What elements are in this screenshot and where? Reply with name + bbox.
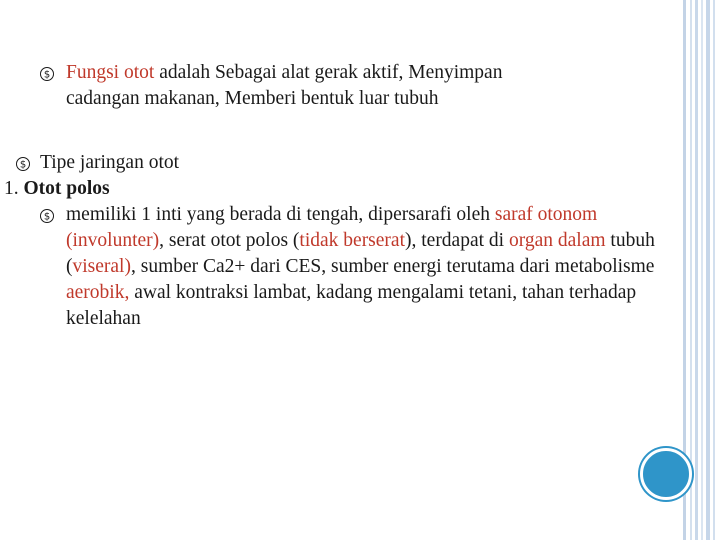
svg-text:$: $: [19, 159, 27, 171]
highlight-text: aerobik,: [66, 282, 130, 303]
list-number: 1.: [4, 178, 24, 199]
body-text: ), terdapat di: [405, 230, 509, 251]
stripe: [713, 0, 715, 540]
highlight-text: saraf otonom (involunter): [66, 204, 598, 251]
svg-text:$: $: [43, 69, 51, 81]
highlight-text: tidak berserat: [299, 230, 405, 251]
dollar-bullet-icon: [16, 157, 30, 171]
highlight-text: viseral): [72, 256, 131, 277]
decorative-stripes: [683, 0, 720, 540]
body-text: cadangan makanan, Memberi bentuk luar tubuh: [66, 88, 439, 109]
stripe: [690, 0, 692, 540]
stripe: [701, 0, 703, 540]
body-text: , sumber Ca2+ dari CES, sumber energi terutama dari metabolisme: [130, 256, 655, 277]
body-text: adalah Sebagai alat gerak aktif, Menyimpan: [154, 62, 503, 83]
highlight-text: Fungsi otot: [66, 62, 155, 83]
body-text: Tipe jaringan otot: [40, 152, 180, 173]
svg-text:$: $: [43, 211, 51, 223]
dollar-bullet-icon: [40, 67, 54, 81]
slide-content: [4, 60, 670, 332]
decorative-circle: [640, 448, 692, 500]
bullet-item-fungsi: [40, 60, 670, 112]
body-text: tubuh (: [66, 230, 655, 277]
numbered-item: [4, 176, 670, 202]
body-text: awal kontraksi lambat, kadang mengalami tetani, tahan terhadap kelelahan: [66, 282, 637, 329]
bullet-item-otot-polos: [40, 202, 670, 332]
stripe: [706, 0, 710, 540]
highlight-text: organ dalam: [508, 230, 606, 251]
body-text: memiliki 1 inti yang berada di tengah, dipersarafi oleh: [66, 204, 495, 225]
numbered-label: Otot polos: [23, 178, 110, 199]
body-text: , serat otot polos (: [159, 230, 300, 251]
bullet-item-tipe: [16, 150, 670, 176]
dollar-bullet-icon: [40, 209, 54, 223]
stripe: [695, 0, 698, 540]
